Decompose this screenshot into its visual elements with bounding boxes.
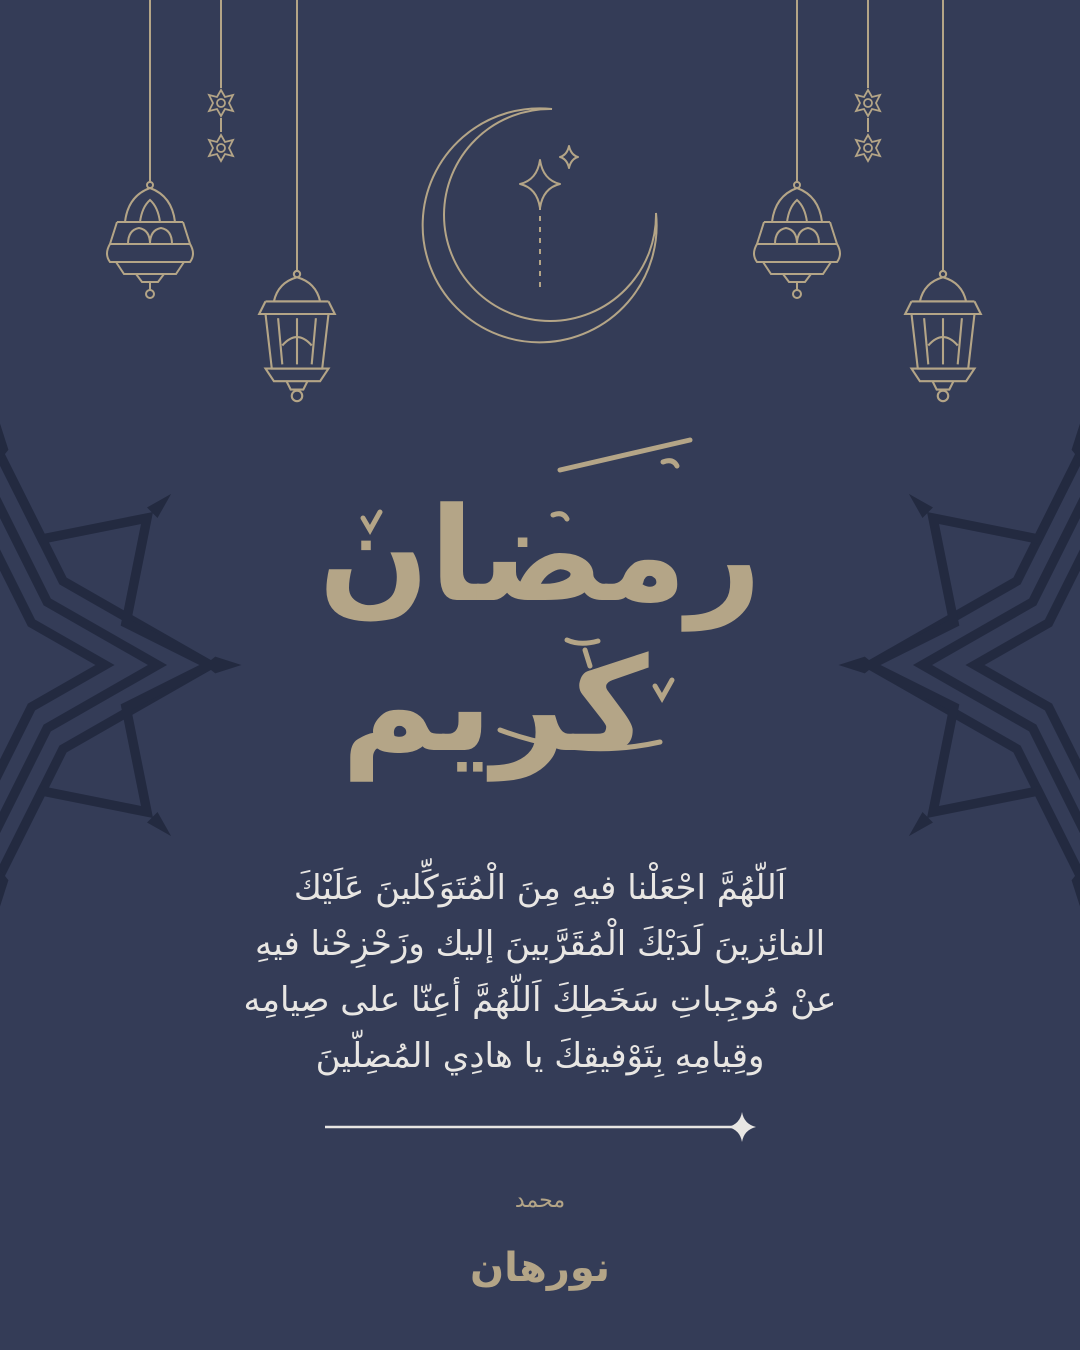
lantern-icon [259,271,335,401]
dua-line: وقِيامِهِ بِتَوْفيقِكَ يا هادِي المُضِلّينَ [315,1036,765,1076]
mandala-ornament-left [0,424,241,907]
divider [325,1112,756,1142]
star-icon [209,90,233,116]
sparkle-icon [520,146,578,208]
mandala-ornament-right [839,424,1080,907]
dua-line: عنْ مُوجِباتِ سَخَطِكَ اَللّهُمَّ أعِنّا على صِيامِه [243,980,837,1020]
star-icon [856,135,880,161]
crescent-moon-icon [423,108,657,342]
lantern-icon [107,176,193,298]
ramadan-kareem-title [300,440,780,820]
dua-text [150,860,930,1084]
dua-line: الفائِزينَ لَدَيْكَ الْمُقَرَّبينَ إليك وزَحْزِحْنا فيهِ [254,924,826,964]
signature-name: نورهان [469,1245,611,1291]
lantern-icon [905,271,981,401]
lantern-icon [754,176,840,298]
title-line-2: كريم [341,629,649,781]
signature-small: محمد [514,1188,566,1213]
dua-line: اَللّهُمَّ اجْعَلْنا فيهِ مِنَ الْمُتَوَكِّلينَ عَلَيْكَ [293,868,787,908]
title-line-1: رمضان [318,479,762,631]
star-icon [209,135,233,161]
star-icon [856,90,880,116]
